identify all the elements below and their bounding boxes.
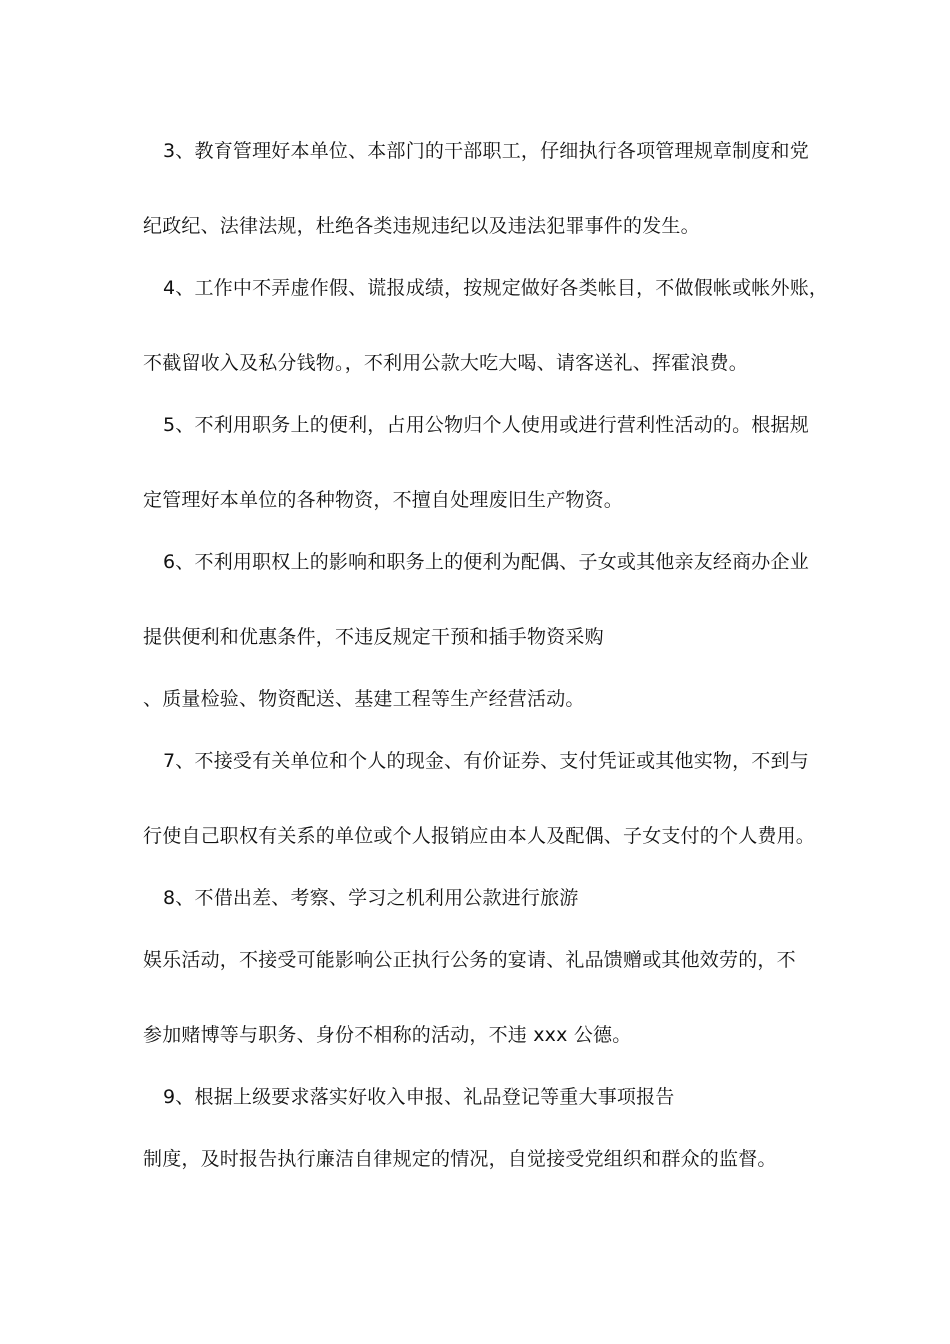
paragraph-line-item8-3: 参加赌博等与职务、身份不相称的活动，不违 xxx 公德。: [143, 1024, 632, 1046]
paragraph-line-item7-1: 7、不接受有关单位和个人的现金、有价证券、支付凭证或其他实物，不到与: [163, 750, 809, 772]
paragraph-line-item6-1: 6、不利用职权上的影响和职务上的便利为配偶、子女或其他亲友经商办企业: [163, 551, 809, 573]
paragraph-line-item9-1: 9、根据上级要求落实好收入申报、礼品登记等重大事项报告: [163, 1086, 675, 1108]
paragraph-line-item6-2: 提供便利和优惠条件，不违反规定干预和插手物资采购: [143, 626, 604, 648]
paragraph-line-item8-2: 娱乐活动，不接受可能影响公正执行公务的宴请、礼品馈赠或其他效劳的，不: [143, 949, 796, 971]
paragraph-line-item4-2: 不截留收入及私分钱物。，不利用公款大吃大喝、请客送礼、挥霍浪费。: [143, 352, 748, 374]
paragraph-line-item6-3: 、质量检验、物资配送、基建工程等生产经营活动。: [143, 688, 585, 710]
paragraph-line-item8-1: 8、不借出差、考察、学习之机利用公款进行旅游: [163, 887, 579, 909]
paragraph-line-item5-1: 5、不利用职务上的便利，占用公物归个人使用或进行营利性活动的。根据规: [163, 414, 809, 436]
paragraph-line-item5-2: 定管理好本单位的各种物资，不擅自处理废旧生产物资。: [143, 489, 624, 511]
paragraph-line-item3-1: 3、教育管理好本单位、本部门的干部职工，仔细执行各项管理规章制度和党: [163, 140, 809, 162]
paragraph-line-item4-1: 4、工作中不弄虚作假、谎报成绩，按规定做好各类帐目，不做假帐或帐外账，: [163, 277, 829, 299]
paragraph-line-item9-2: 制度，及时报告执行廉洁自律规定的情况，自觉接受党组织和群众的监督。: [143, 1148, 777, 1170]
paragraph-line-item3-2: 纪政纪、法律法规，杜绝各类违规违纪以及违法犯罪事件的发生。: [143, 215, 700, 237]
paragraph-line-item7-2: 行使自己职权有关系的单位或个人报销应由本人及配偶、子女支付的个人费用。: [143, 825, 816, 847]
